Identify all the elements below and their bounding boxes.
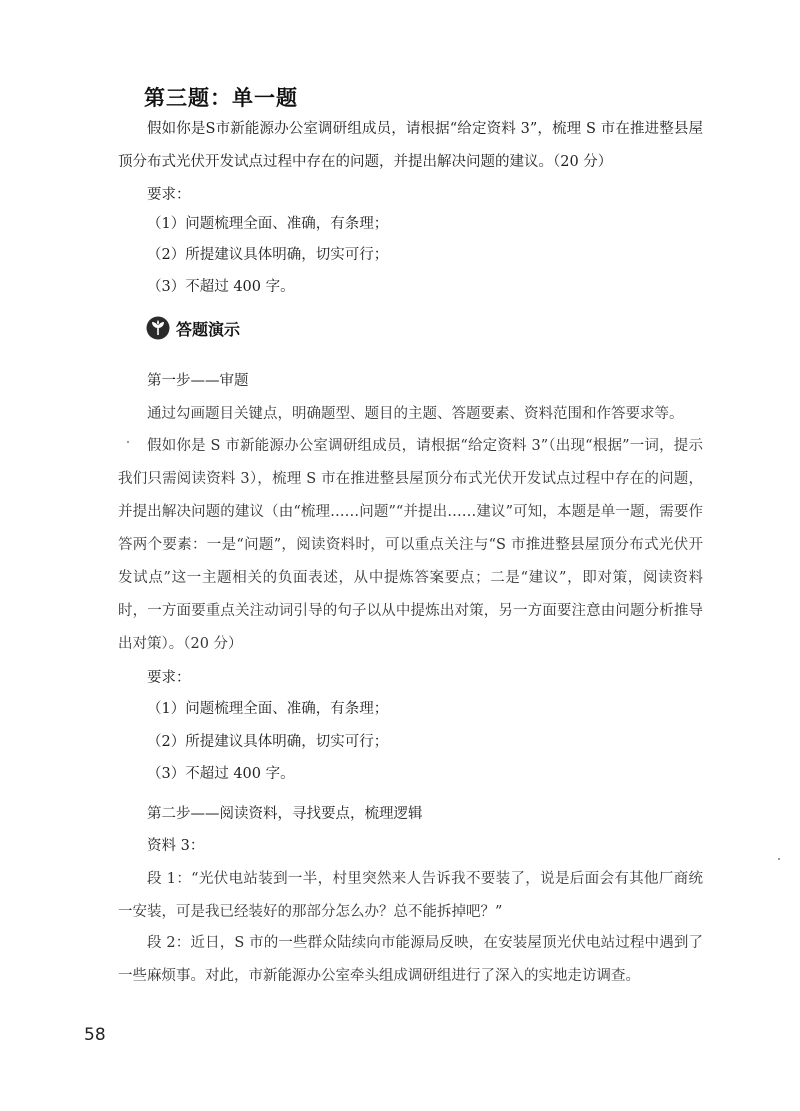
requirement-item-3: （3）不超过 400 字。: [147, 279, 295, 295]
requirement-item-2: （2）所提建议具体明确，切实可行；: [147, 247, 389, 263]
material-paragraph-2: 段 2：近日，S 市的一些群众陆续向市能源局反映，在安装屋顶光伏电站过程中遇到了一些麻烦事。对此，市新能源办公室牵头组成调研组进行了深入的实地走访调查。: [118, 935, 703, 984]
requirement-item-1: （1）问题梳理全面、准确，有条理；: [147, 216, 389, 232]
material-paragraph-1: 段 1：“光伏电站装到一半，村里突然来人告诉我不要装了，说是后面会有其他厂商统一安装，可是我已经装好的那部分怎么办？总不能拆掉吧？”: [118, 871, 703, 920]
page-number: 58: [84, 1025, 106, 1045]
step-1-analysis: 假如你是 S 市新能源办公室调研组成员，请根据“给定资料 3”（出现“根据”一词，提示我们只需阅读资料 3），梳理 S 市在推进整县屋顶分布式光伏开发试点过程中存在的问题，并提出解决问题的建议（由“梳理……问题”“并提出……建议”可知，本题是单一题，需要作答两个要素：一是“问题”，阅读资料时，可以重点关注与“S 市推进整县屋顶分布式光伏开发试点”这一主题相关的负面表述，从中提炼答案要点；二是“建议”，即对策，阅读资料时，一方面要重点关注动词引导的句子以从中提炼出对策，另一方面要注意由问题分析推导出对策）。（20 分）: [118, 438, 703, 652]
step-1-requirement-item-1: （1）问题梳理全面、准确，有条理；: [147, 701, 389, 717]
step-1-requirement-item-2: （2）所提建议具体明确，切实可行；: [147, 734, 389, 750]
step-1-title: 第一步——审题: [147, 373, 249, 389]
question-prompt: 假如你是S市新能源办公室调研组成员，请根据“给定资料 3”，梳理 S 市在推进整县屋顶分布式光伏开发试点过程中存在的问题，并提出解决问题的建议。（20 分）: [118, 121, 703, 170]
step-2-title: 第二步——阅读资料，寻找要点，梳理逻辑: [147, 806, 423, 822]
section-heading: [146, 315, 240, 341]
step-1-requirement-item-3: （3）不超过 400 字。: [147, 766, 295, 782]
scan-speck: [127, 441, 129, 443]
scan-speck: [778, 858, 780, 860]
material-label: 资料 3：: [147, 838, 205, 854]
question-title: 第三题：单一题: [144, 86, 298, 110]
leaf-emblem-icon: [146, 316, 170, 340]
section-heading-label: 答题演示: [176, 319, 241, 339]
step-1-requirements-label: 要求：: [147, 670, 191, 686]
step-1-intro: 通过勾画题目关键点，明确题型、题目的主题、答题要素、资料范围和作答要求等。: [147, 406, 684, 422]
requirements-label: 要求：: [147, 187, 191, 203]
